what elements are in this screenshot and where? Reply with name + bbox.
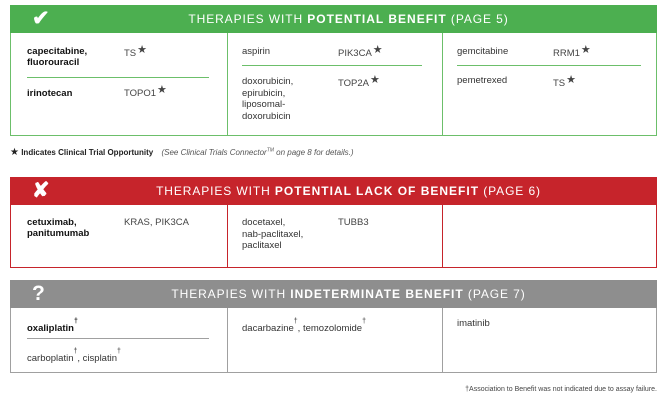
lack-column-3 [443,205,656,267]
lack-column-2 [228,205,442,267]
indeterminate-column-2 [228,308,442,372]
star-icon: ★ [137,44,148,56]
drug-name: cetuximab, panitumumab [27,217,90,239]
star-icon: ★ [369,74,380,86]
row-divider [27,338,209,339]
drug-name: pemetrexed [457,75,508,86]
indeterminate-column-3 [443,308,656,372]
clinical-trial-legend [10,147,354,158]
indeterminate-benefit-section [10,280,657,365]
drug-name: capecitabine, fluorouracil [27,46,88,68]
biomarker: TS★ [124,44,148,59]
star-icon: ★ [566,74,577,86]
row-divider [242,65,422,66]
drug-name: imatinib [457,318,490,329]
drug-name: oxaliplatin† [27,318,78,335]
drug-name: aspirin [242,46,270,57]
dagger-mark: † [73,318,78,325]
assay-failure-footnote: †Association to Benefit was not indicated due to assay failure. [465,386,657,393]
check-icon: ✔ [32,7,50,30]
indeterminate-benefit-table [10,308,657,373]
benefit-column-3 [443,33,656,135]
x-icon: ✘ [32,179,50,202]
biomarker: TOP2A★ [338,74,380,89]
biomarker: KRAS, PIK3CA [124,217,189,228]
potential-benefit-header [10,5,657,33]
drug-name: gemcitabine [457,46,509,57]
row-divider [457,65,641,66]
potential-benefit-section [10,5,657,122]
drug-name: carboplatin†, cisplatin† [27,348,121,365]
lack-of-benefit-table [10,205,657,268]
lack-of-benefit-title: THERAPIES WITH POTENTIAL LACK OF BENEFIT (PAGE 6) [156,184,541,198]
benefit-column-1 [11,33,227,135]
star-icon: ★ [10,147,19,158]
star-icon: ★ [580,44,591,56]
star-icon: ★ [372,44,383,56]
indeterminate-column-1 [11,308,227,372]
potential-benefit-title: THERAPIES WITH POTENTIAL BENEFIT (PAGE 5) [188,12,509,26]
lack-column-1 [11,205,227,267]
question-icon: ? [32,282,45,305]
legend-text: Indicates Clinical Trial Opportunity [21,148,154,157]
legend-note: (See Clinical Trials Connector™ on page 8 for details.) [161,147,354,157]
potential-benefit-table [10,33,657,136]
biomarker: TUBB3 [338,217,369,228]
star-icon: ★ [157,84,167,96]
indeterminate-benefit-header [10,280,657,308]
lack-of-benefit-header [10,177,657,205]
indeterminate-benefit-title: THERAPIES WITH INDETERMINATE BENEFIT (PAGE 7) [171,287,526,301]
drug-name: dacarbazine†, temozolomide† [242,318,366,335]
row-divider [27,77,209,78]
benefit-column-2 [228,33,442,135]
biomarker: RRM1★ [553,44,591,59]
potential-lack-of-benefit-section [10,177,657,251]
biomarker: TOPO1★ [124,84,167,99]
biomarker: TS★ [553,74,577,89]
drug-name: irinotecan [27,88,73,99]
biomarker: PIK3CA★ [338,44,383,59]
drug-name: doxorubicin, epirubicin, liposomal- doxorubicin [242,76,294,122]
drug-name: docetaxel, nab-paclitaxel, paclitaxel [242,217,304,251]
